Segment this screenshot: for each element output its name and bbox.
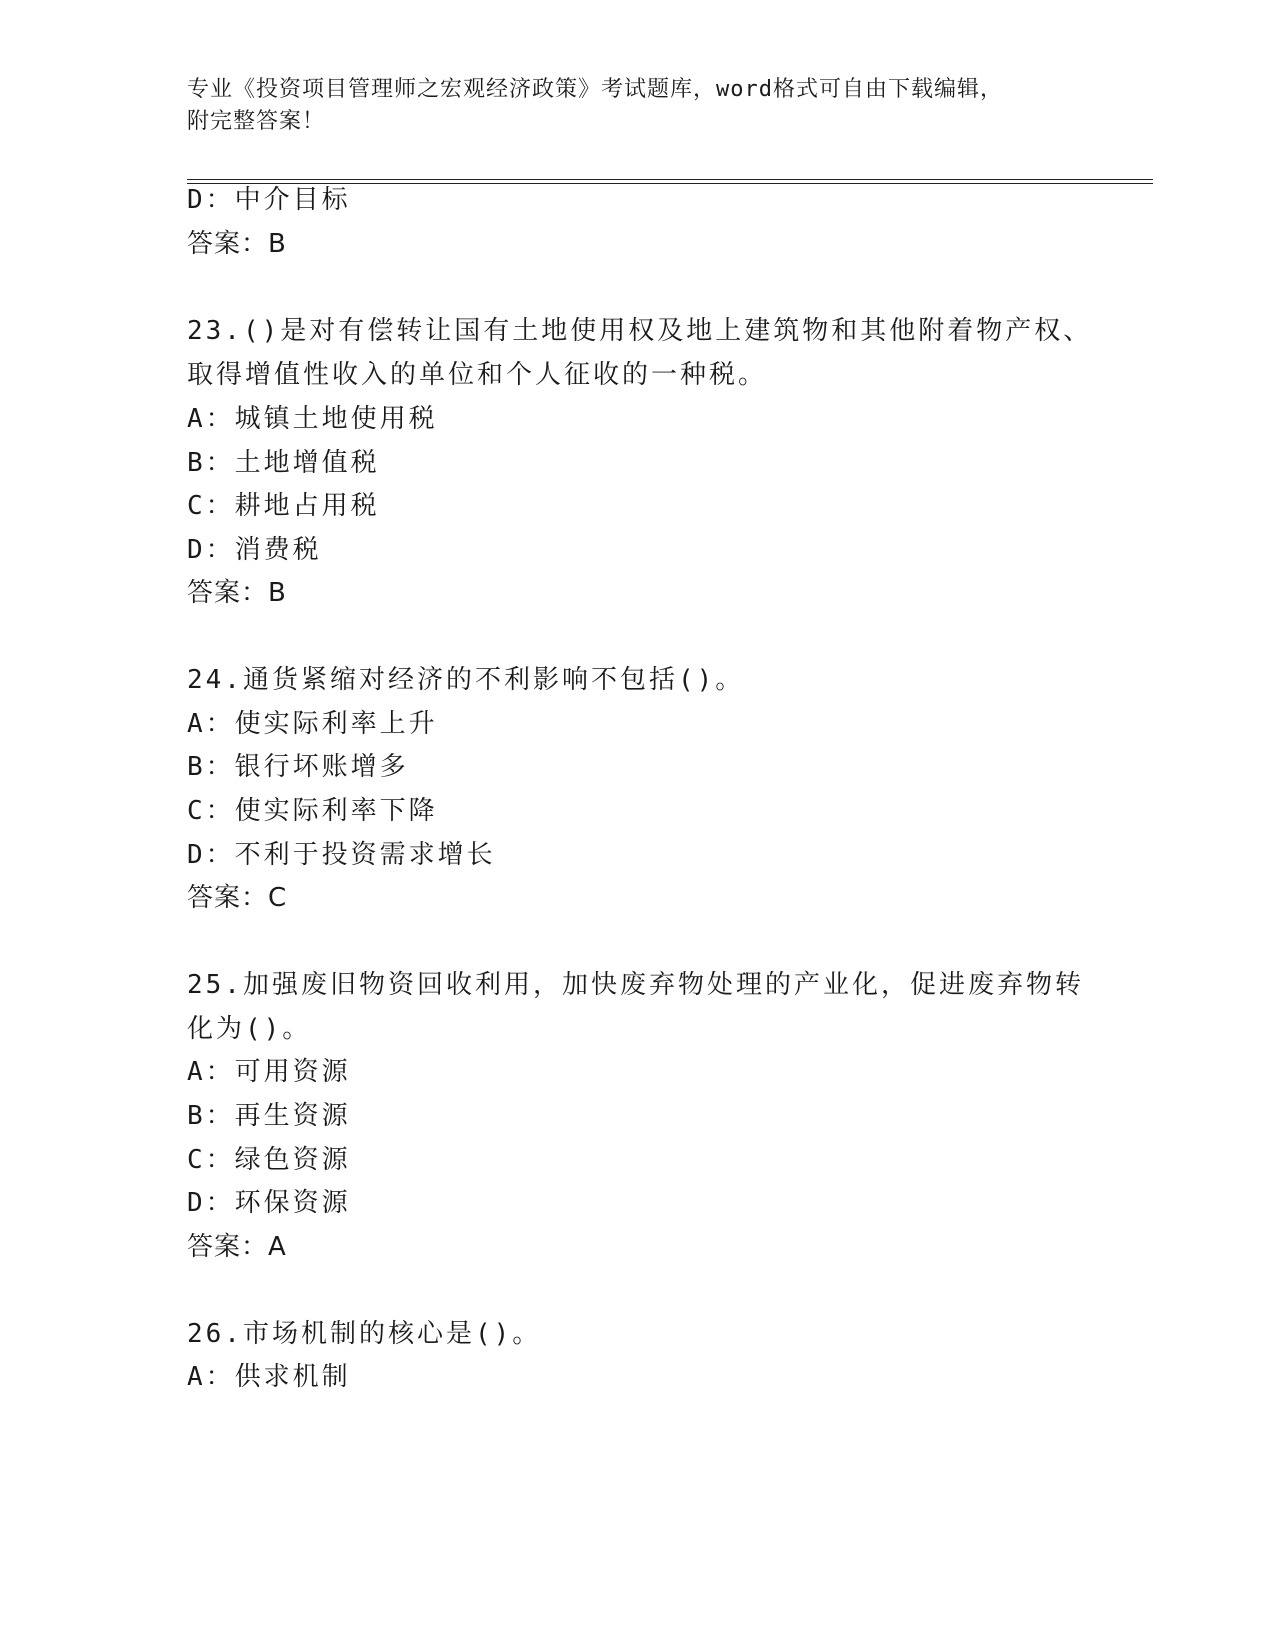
q26-option-a: A：供求机制 <box>187 1362 351 1392</box>
q24-option-d: D：不利于投资需求增长 <box>187 840 496 870</box>
q25-option-b: B：再生资源 <box>187 1101 351 1131</box>
q23-answer: 答案：B <box>187 578 287 608</box>
q24-option-b: B：银行坏账增多 <box>187 752 409 782</box>
q26-stem-line1: 26.市场机制的核心是()。 <box>187 1319 542 1349</box>
q22-answer: 答案：B <box>187 229 287 259</box>
q25-option-a: A：可用资源 <box>187 1057 351 1087</box>
q25-option-c: C：绿色资源 <box>187 1145 351 1175</box>
q23-option-c: C：耕地占用税 <box>187 491 380 521</box>
header-rule <box>187 179 1153 180</box>
q23-option-b: B：土地增值税 <box>187 448 380 478</box>
q23-option-d: D：消费税 <box>187 535 322 565</box>
q24-stem-line1: 24.通货紧缩对经济的不利影响不包括()。 <box>187 665 745 695</box>
q22-option-d: D：中介目标 <box>187 185 351 215</box>
q25-answer: 答案：A <box>187 1232 287 1262</box>
q23-option-a: A：城镇土地使用税 <box>187 404 438 434</box>
q24-answer: 答案：C <box>187 883 288 913</box>
q24-option-a: A：使实际利率上升 <box>187 709 438 739</box>
q24-option-c: C：使实际利率下降 <box>187 796 438 826</box>
q25-stem-line2: 化为()。 <box>187 1014 312 1044</box>
q23-stem-line1: 23.()是对有偿转让国有土地使用权及地上建筑物和其他附着物产权、 <box>187 316 1093 346</box>
q23-stem-line2: 取得增值性收入的单位和个人征收的一种税。 <box>187 360 768 390</box>
page-header: 专业《投资项目管理师之宏观经济政策》考试题库，word格式可自由下载编辑， 附完整答案！ <box>187 77 1003 134</box>
q25-stem-line1: 25.加强废旧物资回收利用，加快废弃物处理的产业化，促进废弃物转 <box>187 970 1084 1000</box>
q25-option-d: D：环保资源 <box>187 1188 351 1218</box>
